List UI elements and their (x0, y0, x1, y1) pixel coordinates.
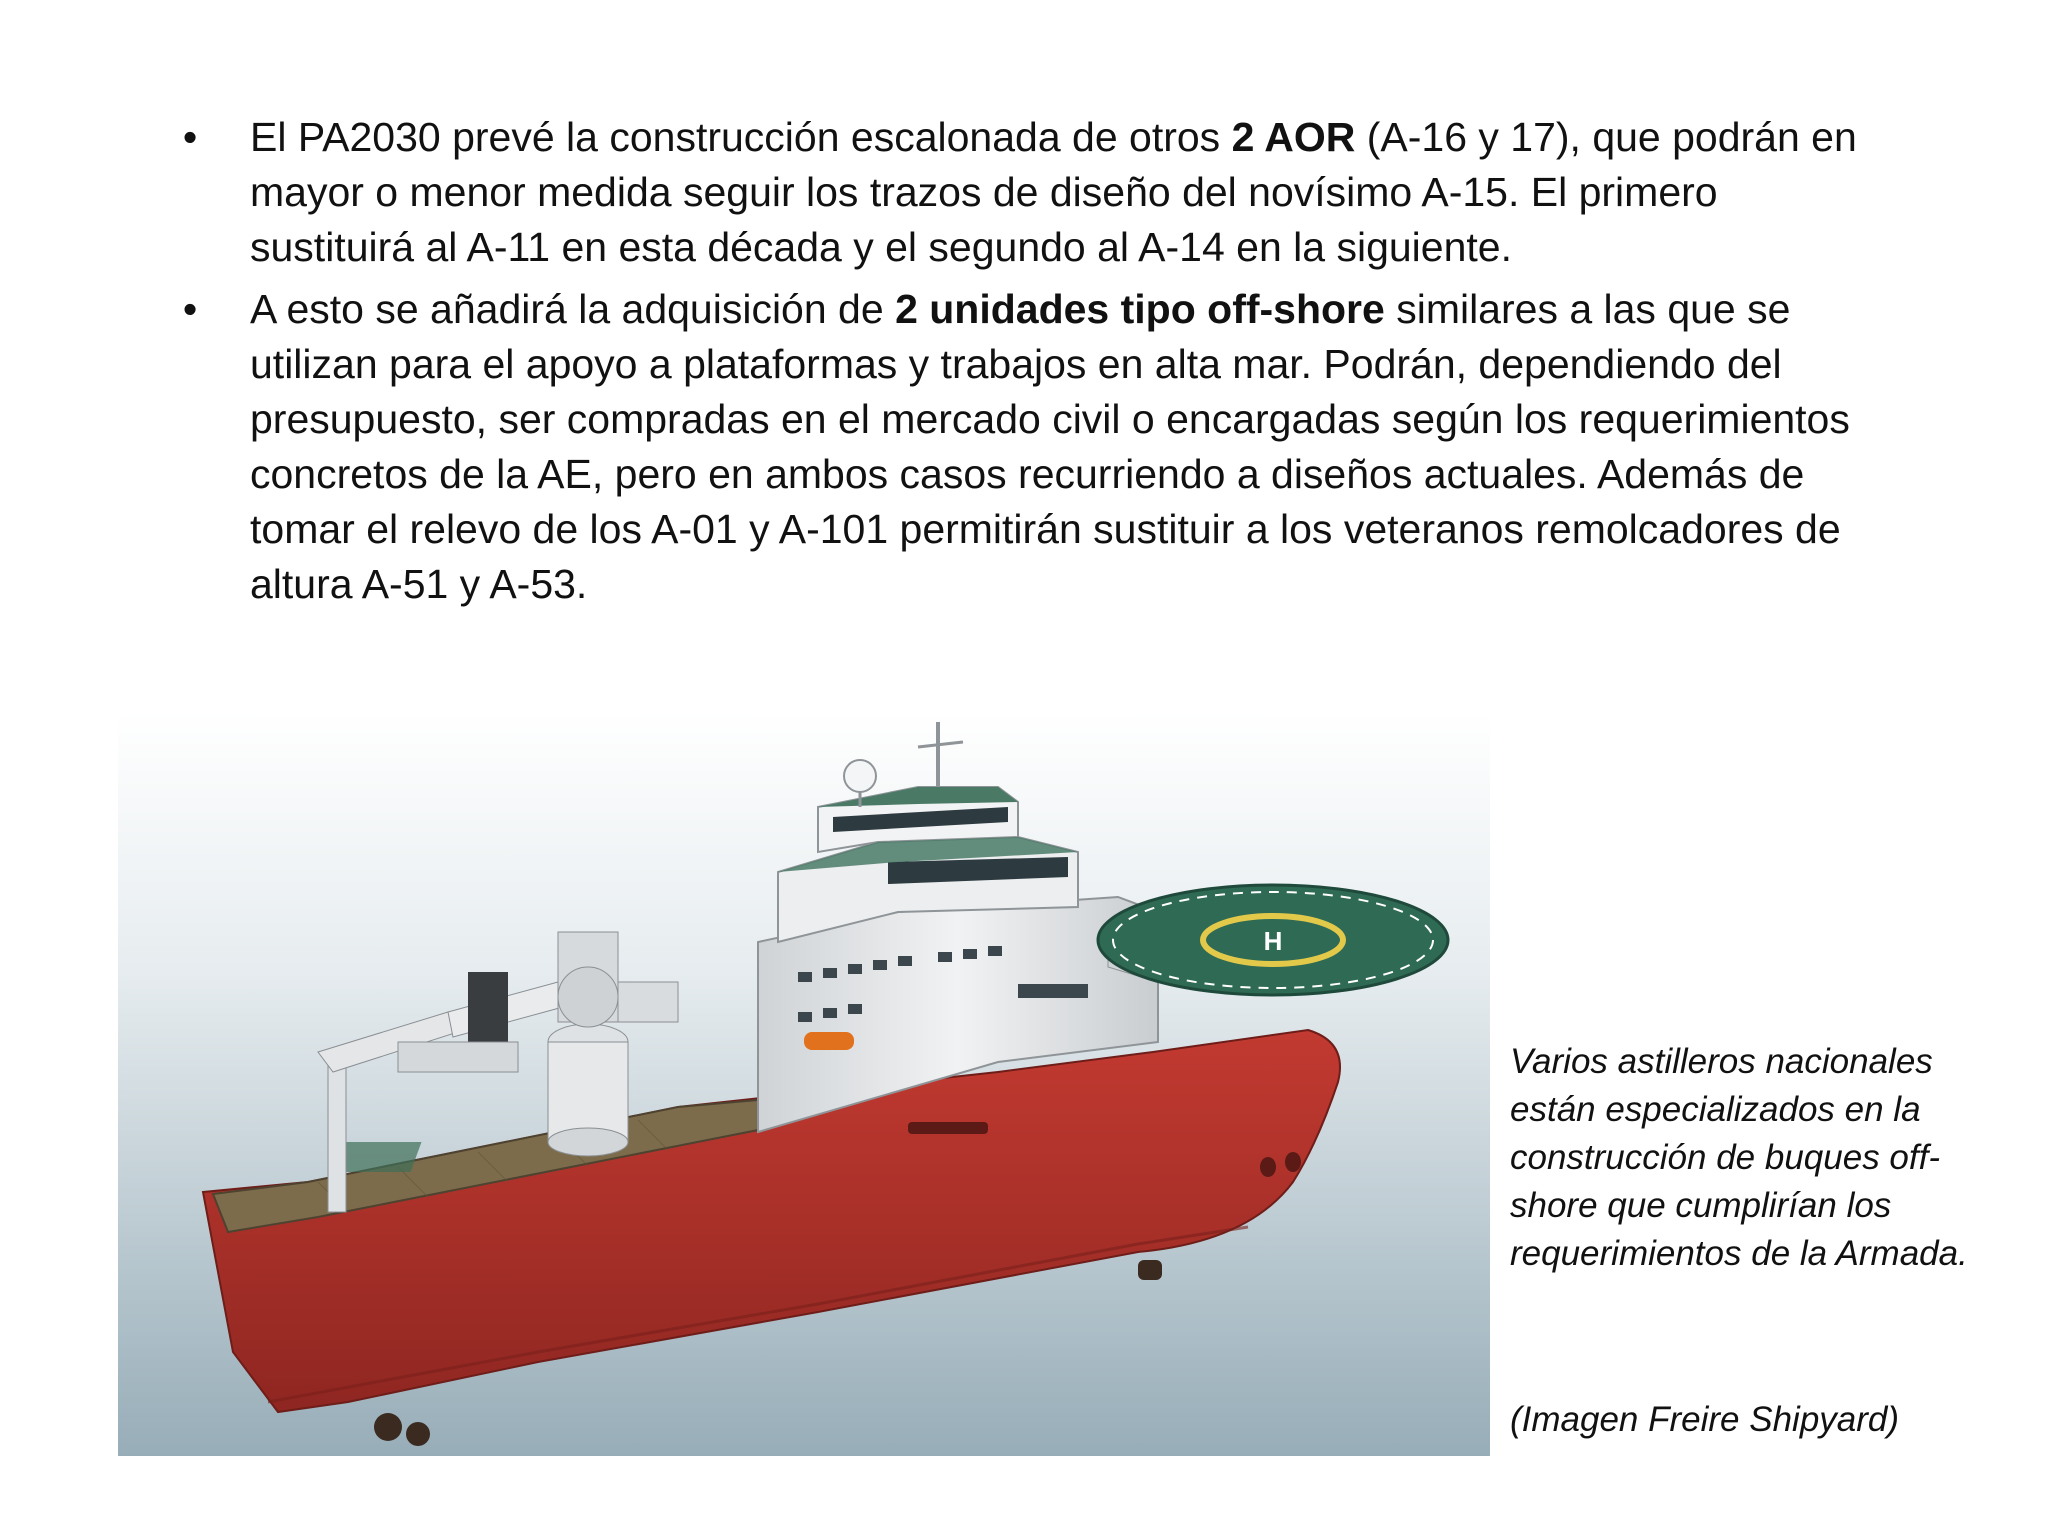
bullet-text-after: (A-16 y 17), que podrán en mayor o menor medida seguir los trazos de diseño del novísimo A-15. El primero sustituirá al A-11 en esta década y el segundo al A-14 en la siguiente. (250, 114, 1857, 270)
bullet-text-before: A esto se añadirá la adquisición de (250, 286, 896, 332)
bullet-symbol: • (182, 286, 198, 332)
bullet-bold-text: 2 AOR (1231, 114, 1356, 160)
offshore-vessel-illustration (118, 712, 1490, 1456)
ship-image (118, 712, 1490, 1456)
lifeboat (804, 1032, 854, 1050)
bullet-list (170, 110, 1890, 619)
bullet-item (170, 282, 1890, 612)
bullet-item (170, 110, 1890, 275)
image-credit: (Imagen Freire Shipyard) (1510, 1400, 1900, 1439)
bullet-bold-text: 2 unidades tipo off-shore (895, 286, 1385, 332)
helipad-h-marking: H (1263, 926, 1283, 956)
bullet-text-after: similares a las que se utilizan para el apoyo a plataformas y trabajos en alta mar. Podrán, dependiendo del presupuesto, ser compradas en el mercado civil o encargadas según los requerimientos concretos de la AE, pero en ambos casos recurriendo a diseños actuales. Además de tomar el relevo de los A-01 y A-101 permitirán sustituir a los veteranos remolcadores de altura A-51 y A-53. (250, 286, 1850, 607)
helideck (1098, 885, 1448, 995)
bullet-text-before: El PA2030 prevé la construcción escalonada de otros (250, 114, 1232, 160)
bullet-symbol: • (182, 114, 198, 160)
image-caption: Varios astilleros nacionales están especializados en la construcción de buques off-shore que cumplirían los requerimientos de la Armada. (1510, 1042, 1968, 1273)
radome (844, 760, 876, 792)
